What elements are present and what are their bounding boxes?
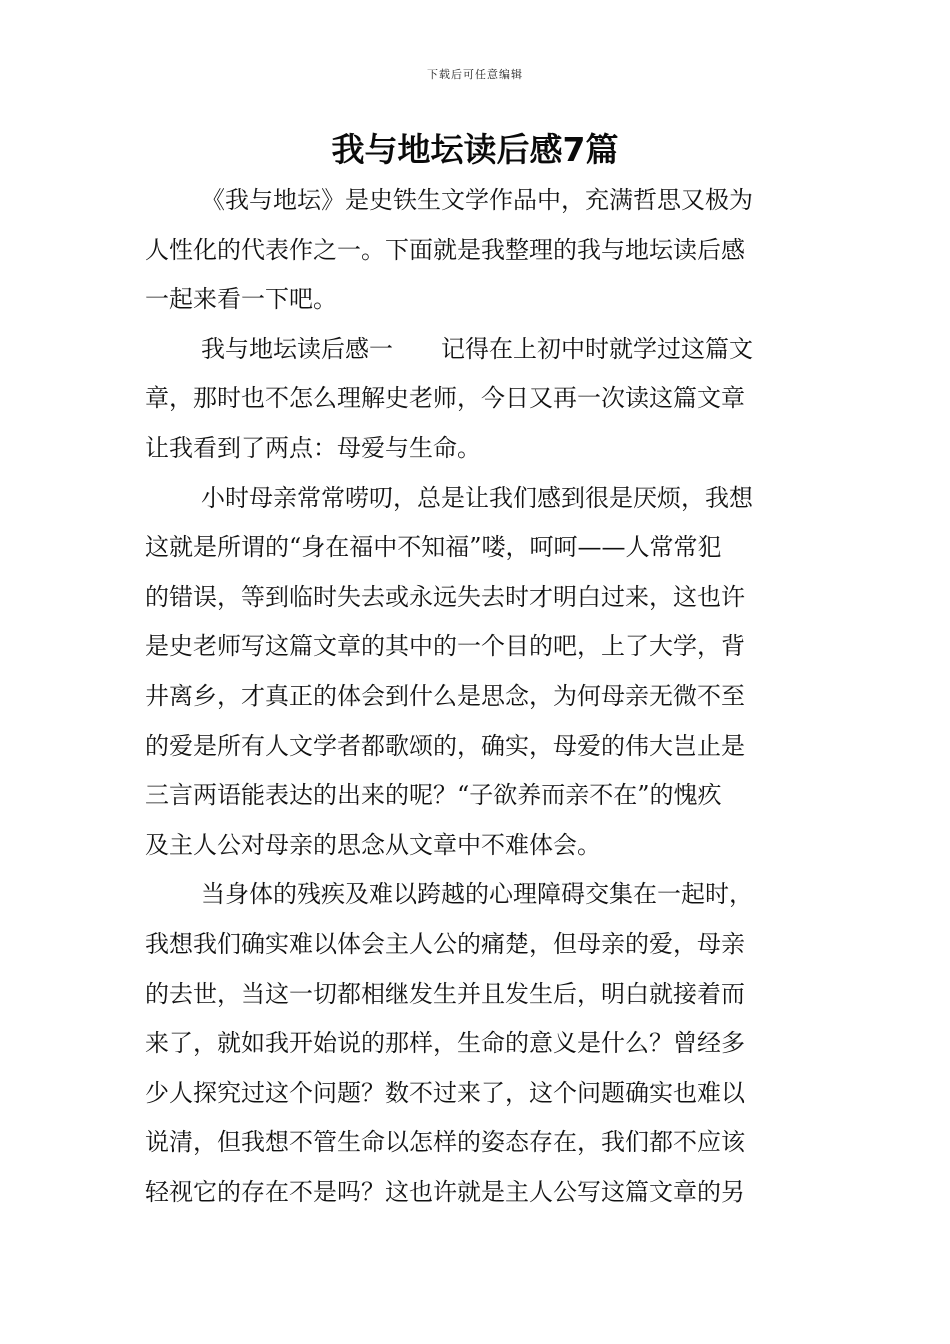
text-line: 我与地坛读后感一 记得在上初中时就学过这篇文 [201,334,753,363]
text-line: 的爱是所有人文学者都歌颂的，确实，母爱的伟大岂止是 [145,731,745,760]
text-line: 的错误，等到临时失去或永远失去时才明白过来，这也许 [145,582,745,611]
text-line: 说清，但我想不管生命以怎样的姿态存在，我们都不应该 [145,1128,745,1157]
text-line: 当身体的残疾及难以跨越的心理障碍交集在一起时， [201,880,753,909]
text-line: 轻视它的存在不是吗？这也许就是主人公写这篇文章的另 [145,1177,745,1206]
text-line: 我想我们确实难以体会主人公的痛楚，但母亲的爱，母亲 [145,929,745,958]
text-line: 章，那时也不怎么理解史老师，今日又再一次读这篇文章 [145,384,745,413]
text-line: 少人探究过这个问题？数不过来了，这个问题确实也难以 [145,1078,745,1107]
text-line: 的去世，当这一切都相继发生并且发生后，明白就接着而 [145,979,745,1008]
header-note: 下载后可任意编辑 [427,68,523,81]
text-line: 让我看到了两点：母爱与生命。 [145,433,481,462]
text-line: 是史老师写这篇文章的其中的一个目的吧，上了大学，背 [145,632,745,661]
text-line: 井离乡，才真正的体会到什么是思念，为何母亲无微不至 [145,681,745,710]
document-title: 我与地坛读后感7篇 [331,130,619,169]
text-line: 来了，就如我开始说的那样，生命的意义是什么？曾经多 [145,1029,745,1058]
text-line: 《我与地坛》是史铁生文学作品中，充满哲思又极为 [201,186,753,214]
text-line: 及主人公对母亲的思念从文章中不难体会。 [145,830,601,859]
text-line: 小时母亲常常唠叨，总是让我们感到很是厌烦，我想 [201,483,753,512]
document-body [145,176,805,1217]
text-line: 人性化的代表作之一。下面就是我整理的我与地坛读后感 [145,235,745,264]
text-line: 三言两语能表达的出来的呢？“子欲养而亲不在”的愧疚 [145,781,722,810]
text-line: 这就是所谓的“身在福中不知福”喽，呵呵——人常常犯 [145,533,722,562]
text-line: 一起来看一下吧。 [145,285,337,314]
